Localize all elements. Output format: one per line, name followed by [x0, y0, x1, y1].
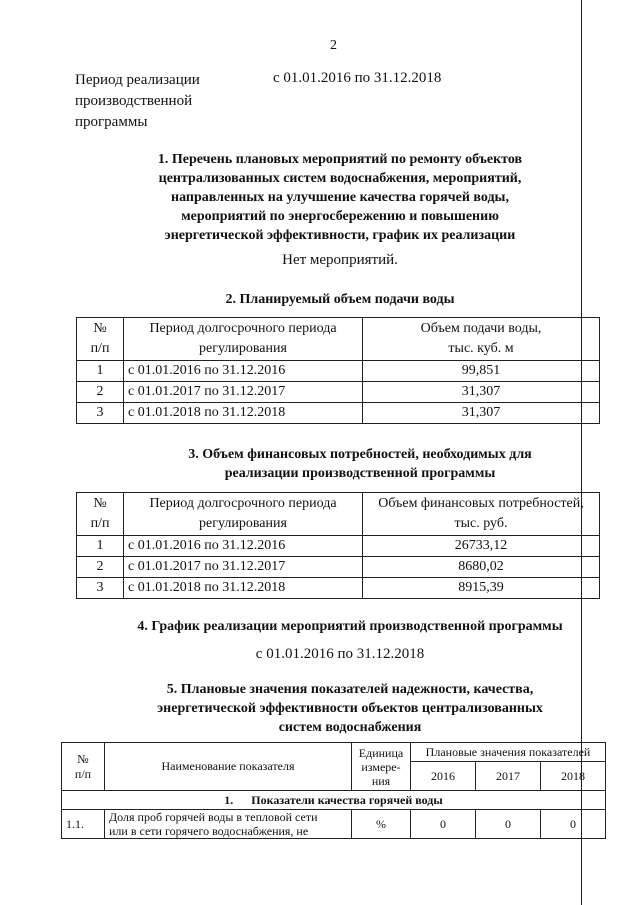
header-2018: 2018	[540, 762, 605, 791]
table-header-row	[77, 493, 600, 536]
period-label: Период реализации производственной программы	[75, 72, 200, 130]
table-row: 1 с 01.01.2016 по 31.12.2016 99,851	[77, 361, 600, 382]
water-volume-table	[76, 317, 600, 424]
header-2016: 2016	[411, 762, 476, 791]
section5-title: 5. Плановые значения показателей надежности, качества, энергетической эффективности объектов централизованных систем водоснабжения	[157, 682, 543, 735]
section1-note: Нет мероприятий.	[282, 252, 398, 268]
table-row: 2 с 01.01.2017 по 31.12.2017 31,307	[77, 382, 600, 403]
table-row: 3 с 01.01.2018 по 31.12.2018 8915,39	[77, 578, 600, 599]
header-name: Наименование показателя	[105, 743, 352, 791]
header-unit: Единица измере-ния	[352, 743, 411, 791]
header-num: № п/п	[77, 318, 124, 361]
header-2017: 2017	[475, 762, 540, 791]
header-num: № п/п	[62, 743, 105, 791]
table-header-row	[77, 318, 600, 361]
financial-needs-table	[76, 492, 600, 599]
header-period: Период долгосрочного периода регулирования	[124, 318, 363, 361]
header-period: Период долгосрочного периода регулирования	[124, 493, 363, 536]
page-number: 2	[330, 38, 337, 53]
table-row: 3 с 01.01.2018 по 31.12.2018 31,307	[77, 403, 600, 424]
indicators-table	[61, 742, 606, 839]
section3-title: 3. Объем финансовых потребностей, необходимых для реализации производственной программы	[188, 447, 532, 481]
header-num: № п/п	[77, 493, 124, 536]
header-value: Объем подачи воды, тыс. куб. м	[363, 318, 600, 361]
period-value: с 01.01.2016 по 31.12.2018	[273, 70, 442, 86]
header-plan: Плановые значения показателей	[411, 743, 606, 762]
section4-title: 4. График реализации мероприятий производственной программы	[137, 619, 563, 634]
table-row: 2 с 01.01.2017 по 31.12.2017 8680,02	[77, 557, 600, 578]
section1-title: 1. Перечень плановых мероприятий по ремонту объектов централизованных систем водоснабжения, мероприятий, направленных на улучшение качества горячей воды, мероприятий по энергосбережению и повышению энергетической эффективности, график их реализации	[157, 152, 523, 243]
table-row: 1 с 01.01.2016 по 31.12.2016 26733,12	[77, 536, 600, 557]
section4-period: с 01.01.2016 по 31.12.2018	[255, 646, 425, 662]
section2-title: 2. Планируемый объем подачи воды	[225, 292, 455, 307]
group-row: 1. Показатели качества горячей воды	[62, 791, 606, 810]
table-row: 1.1. Доля проб горячей воды в тепловой сети или в сети горячего водоснабжения, не % 0 0 0	[62, 810, 606, 839]
header-value: Объем финансовых потребностей, тыс. руб.	[363, 493, 600, 536]
